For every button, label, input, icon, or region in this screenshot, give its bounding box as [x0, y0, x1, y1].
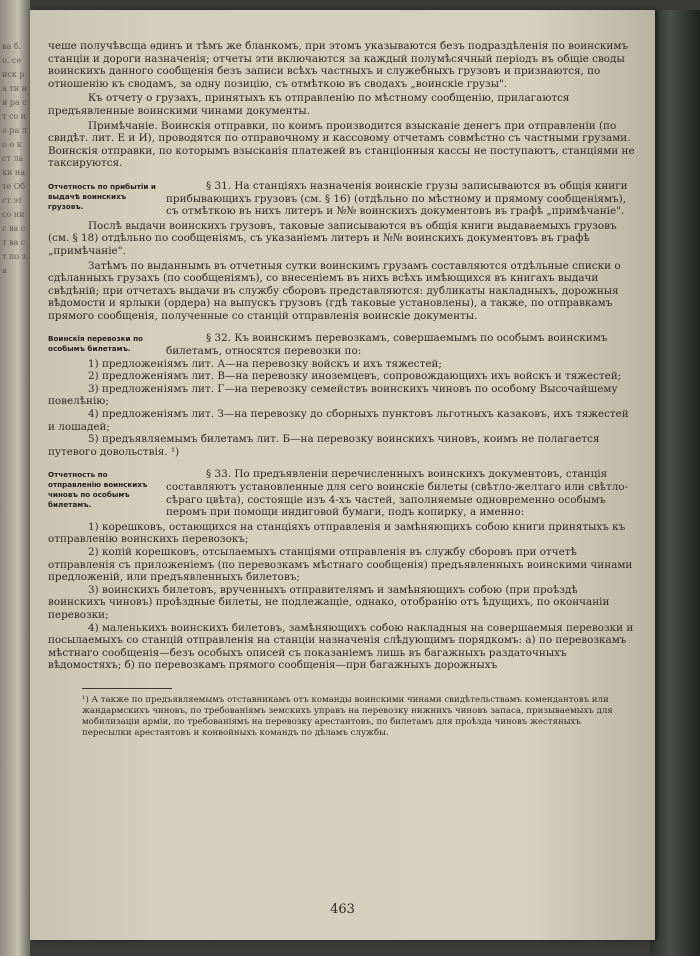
note-paragraph: Примѣчаніе. Воинскія отправки, по коимъ производится взысканіе денегъ при отправленіи (по свидѣт. лит. Е и И), проводятся по отправочному и кассовому отчетамъ совмѣстно съ частными грузами. Воинскія отправки, по которымъ взысканія платежей въ станціонныя кассы не поступаютъ, станціями не таксируются.: [48, 119, 635, 170]
section-body: [166, 332, 638, 357]
list-item: 4) предложеніямъ лит. З—на перевозку до сборныхъ пунктовъ льготныхъ казаковъ, ихъ тяжестей и лошадей;: [48, 408, 629, 433]
section-32: [48, 332, 638, 357]
intro-paragraph: Къ отчету о грузахъ, принятыхъ къ отправленію по мѣстному сообщенію, прилагаются предъявленные воинскими чинами документы.: [48, 92, 570, 117]
adjacent-page-edge: [0, 0, 30, 956]
section-paragraph: Послѣ выдачи воинскихъ грузовъ, таковые записываются въ общія книги выдаваемыхъ грузовъ (см. § 18) отдѣльно по сообщеніямъ, съ указаніемъ литеръ и №№ воинскихъ документовъ въ графѣ „примѣчаніе".: [48, 219, 617, 257]
list-item: 1) предложеніямъ лит. А—на перевозку войскъ и ихъ тяжестей;: [88, 357, 442, 370]
book-page: [30, 10, 655, 940]
footnote-rule: [82, 688, 172, 689]
section-31: [48, 180, 638, 218]
footnote: ¹) А также по предъявляемымъ отставникамъ отъ команды воинскими чинами свидѣтельствамъ комендантовъ или жандармскихъ чиновъ, по требованіямъ земскихъ управъ на перевозку нижнихъ чиновъ запаса, призываемыхъ для мобилизаціи арміи, по требованіямъ на перевозку арестантовъ, по билетамъ для проѣзда чиновъ жестяныхъ пересылки арестантовъ и конвойныхъ командъ по дѣламъ службы.: [82, 694, 613, 738]
section-body: [166, 468, 638, 518]
list-item: 3) предложеніямъ лит. Г—на перевозку семействъ воинскихъ чиновъ по особому Высочайшему повелѣнію;: [48, 382, 618, 408]
book-cover-edge: [650, 10, 700, 956]
section-33: [48, 468, 638, 518]
adjacent-page-text: ва б. о. се иск ра ти ни ра ст со но ра ло о к ст ла ки на те Об ст эт со ни с ва ст ва ст по за: [2, 42, 27, 275]
margin-note: Воинскія перевозки по особымъ билетамъ.: [48, 334, 143, 354]
section-paragraph: § 31. На станціяхъ назначенія воинскіе грузы записываются въ общія книги прибывающихъ грузовъ (см. § 16) (отдѣльно по мѣстному и прямому сообщеніямъ), съ отмѣткою въ нихъ литеръ и №№ воинскихъ документовъ въ графѣ „примѣчаніе".: [166, 179, 628, 218]
section-paragraph: Затѣмъ по выданнымъ въ отчетныя сутки воинскимъ грузамъ составляются отдѣльные списки о сдѣланныхъ грузахъ (по сообщеніямъ), со внесеніемъ въ нихъ всѣхъ имѣющихся въ книгахъ выдачи свѣдѣній; при отчетахъ выдачи въ службу сборовъ представляются: дубликаты накладныхъ, дорожныя вѣдомости и ярлыки (ордера) на выпускъ грузовъ (гдѣ таковые установлены), а также, по отправкамъ прямого сообщенія, полученные со станцій отправленія воинскіе документы.: [48, 259, 621, 322]
section-paragraph: § 33. По предъявленіи перечисленныхъ воинскихъ документовъ, станція составляютъ установленные для сего воинскіе билеты (свѣтло-желтаго или свѣтло-сѣраго цвѣта), состоящіе изъ 4-хъ частей, заполняемые одновременно особымъ перомъ при помощи индиговой бумаги, подъ копирку, а именно:: [166, 468, 629, 519]
list-item: 2) предложеніямъ лит. В—на перевозку иноземцевъ, сопровождающихъ ихъ войскъ и тяжестей;: [88, 370, 622, 383]
list-item: 3) воинскихъ билетовъ, врученныхъ отправителямъ и замѣняющихъ собою (при проѣздѣ воинскихъ чиновъ) проѣздные билеты, не подлежащіе, однако, отобранію отъ ѣдущихъ, по окончаніи перевозки;: [48, 583, 610, 621]
page-content: [48, 40, 638, 739]
section-body: [166, 180, 638, 218]
margin-note: Отчетность по отправленію воинскихъ чиновъ по особымъ билетамъ.: [48, 470, 148, 510]
list-item: 4) маленькихъ воинскихъ билетовъ, замѣняющихъ собою накладныя на совершаемыя перевозки и посылаемыхъ со станцій отправленія на станціи назначенія слѣдующимъ порядкомъ: а) по перевозкамъ мѣстнаго сообщенія—безъ особыхъ описей съ показаніемъ лишь въ багажныхъ раздаточныхъ вѣдомостяхъ; б) по перевозкамъ прямого сообщенія—при багажныхъ дорожныхъ: [48, 621, 634, 672]
list-item: 2) копій корешковъ, отсылаемыхъ станціями отправленія въ службу сборовъ при отчетѣ отправленія съ приложеніемъ (по перевозкамъ мѣстнаго сообщенія) предъявленныхъ воинскими чинами предложеній, или предъявленныхъ билетовъ;: [48, 545, 633, 584]
list-item: 1) корешковъ, остающихся на станціяхъ отправленія и замѣняющихъ собою книги принятыхъ къ отправленію воинскихъ перевозокъ;: [48, 520, 626, 546]
list-item: 5) предъявляемымъ билетамъ лит. Б—на перевозку воинскихъ чиновъ, коимъ не полагается путевого довольствія. ¹): [48, 433, 600, 458]
section-paragraph: § 32. Къ воинскимъ перевозкамъ, совершаемымъ по особымъ воинскимъ билетамъ, относятся перевозки по:: [166, 332, 608, 358]
page-number: 463: [330, 902, 355, 917]
intro-paragraph: чеше получѣвсща ѳдинъ и тѣмъ же бланкомъ, при этомъ указываются безъ подраздѣленія по воинскимъ станціи и дороги назначенія; отчеты эти включаются за каждый полумѣсячный періодъ въ общіе своды воинскихъ данного сообщенія безъ записи всѣхъ частныхъ и служебныхъ грузовъ и признаются, по отношенію къ сводамъ, за одну позицію, съ отмѣткою въ сводахъ „воинскіе грузы".: [48, 40, 629, 90]
margin-note: Отчетность по прибытіи и выдачѣ воинскихъ грузовъ.: [48, 181, 156, 211]
